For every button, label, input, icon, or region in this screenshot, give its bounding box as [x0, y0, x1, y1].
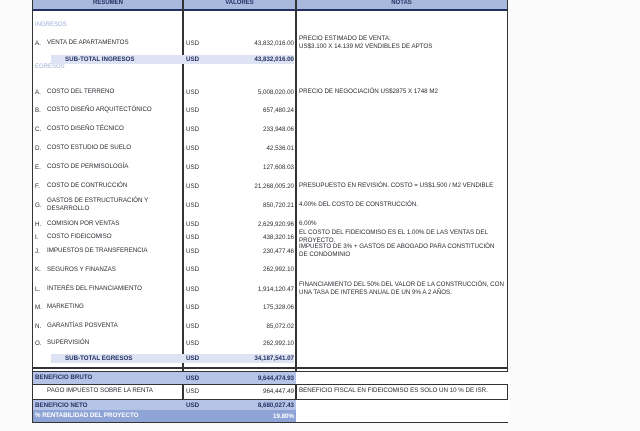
table-row [33, 196, 507, 214]
table-row [33, 299, 507, 315]
table-row [33, 140, 507, 156]
cell-note: PRECIO DE NEGOCIACIÓN US$2875 X 1748 M2 [299, 88, 438, 95]
cell-currency: USD [186, 303, 200, 311]
cell-label: SUB-TOTAL INGRESOS [65, 55, 135, 63]
cell-letter: N. [35, 322, 42, 330]
cell-value: 8,680,027.43 [257, 402, 294, 409]
cell-currency: USD [186, 56, 200, 63]
cell-letter [35, 354, 45, 363]
cell-letter [35, 55, 45, 64]
cell-note: 4.00% DEL COSTO DE CONSTRUCCIÓN. [299, 201, 418, 208]
cell-letter: B. [35, 106, 41, 114]
table-header [33, 0, 507, 11]
cell-letter: M. [35, 303, 42, 311]
cell-value: 127,608.03 [263, 163, 294, 171]
table-row [33, 84, 507, 100]
table-row [33, 410, 507, 422]
cell-label: PAGO IMPUESTO SOBRE LA RENTA [47, 387, 153, 394]
cell-note [299, 261, 504, 278]
cell-note: BENEFICIO FISCAL EN FIDEICOMISO ES SOLO UN 10 % DE ISR. [299, 387, 488, 394]
cell-value: 5,008,020.00 [257, 88, 294, 96]
cell-currency: USD [186, 39, 200, 47]
cell-currency [186, 410, 216, 422]
cell-label: COSTO DISEÑO ARQUITECTÓNICO [47, 106, 152, 113]
cell-letter: G. [35, 201, 42, 209]
cell-value: 850,720.21 [263, 201, 294, 209]
table-row [33, 318, 507, 334]
cell-label: COSTO ESTUDIO DE SUELO [47, 144, 132, 151]
cell-label: SUB-TOTAL EGRESOS [65, 354, 133, 362]
cell-currency: USD [186, 374, 200, 382]
table-row [33, 121, 507, 137]
cell-letter: C. [35, 125, 42, 133]
cell-note [299, 354, 504, 363]
table-row [33, 231, 507, 243]
cell-currency: USD [186, 247, 200, 255]
cell-label: % RENTABILIDAD DEL PROYECTO [35, 412, 139, 419]
cell-note [296, 410, 510, 422]
table-row [33, 159, 507, 175]
cell-label: SEGUROS Y FINANZAS [47, 265, 116, 273]
cell-value: 1,914,120.47 [257, 285, 294, 293]
table-row [33, 34, 507, 52]
cell-letter: F. [35, 182, 40, 190]
divider [33, 367, 507, 369]
cell-label: INTERÉS DEL FINANCIAMIENTO [47, 285, 142, 292]
cell-note [299, 121, 504, 137]
cell-label: COSTO DISEÑO TÉCNICO [47, 125, 124, 132]
cell-label: BENEFICIO NETO [35, 401, 88, 409]
cell-label: IMPUESTOS DE TRANSFERENCIA [47, 247, 148, 254]
cell-value: 42,536.01 [266, 144, 294, 152]
cell-currency: USD [186, 125, 200, 133]
cell-value: 230,477.46 [263, 247, 294, 255]
cell-value: 175,328.06 [263, 303, 294, 311]
cell-value: 19.80% [273, 412, 294, 420]
cell-note: IMPUESTO DE 3% + GASTOS DE ABOGADO PARA CONSTITUCIÓN DE CONDOMINIO [299, 243, 495, 258]
cell-value: 21,268,005.20 [254, 182, 294, 190]
cell-value: 233,948.06 [263, 125, 294, 133]
cell-currency: USD [186, 144, 200, 152]
cell-label: BENEFICIO BRUTO [35, 374, 93, 381]
cell-label: VENTA DE APARTAMENTOS [47, 39, 129, 46]
table-row [33, 178, 507, 194]
cell-label: COSTO DEL TERRENO [47, 88, 115, 95]
cell-note: 6.00% [299, 220, 317, 227]
cell-letter: A. [35, 88, 41, 96]
cell-letter: K. [35, 266, 41, 273]
cell-label: GARANTÍAS POSVENTA [47, 322, 118, 329]
cell-currency: USD [186, 339, 200, 347]
cell-value: 9,644,474.93 [257, 374, 294, 382]
header-notas: NOTAS [391, 0, 412, 6]
cell-note [299, 159, 504, 175]
cell-label: MARKETING [47, 303, 84, 310]
table-row [33, 244, 507, 258]
cell-currency: USD [186, 266, 200, 273]
table-row [33, 280, 507, 298]
cell-value: 262,992.10 [263, 339, 294, 347]
cell-label: COSTO FIDEICOMISO [47, 233, 112, 240]
summary-table [32, 0, 508, 423]
cell-value: 85,072.02 [266, 322, 294, 330]
cell-note [299, 335, 504, 351]
cell-letter: J. [35, 247, 40, 255]
cell-label: GASTOS DE ESTRUCTURACIÓN Y DESARROLLO [47, 197, 149, 212]
cell-currency: USD [186, 355, 200, 362]
cell-note [299, 55, 504, 64]
cell-note: PRESUPUESTO EN REVISIÓN. COSTO = US$1.500 / M2 VENDIBLE [299, 182, 494, 189]
cell-value: 2,629,920.96 [257, 220, 294, 228]
cell-note [299, 102, 504, 118]
cell-currency: USD [186, 402, 200, 409]
cell-value: 43,832,016.00 [254, 39, 294, 47]
cell-currency: USD [186, 201, 200, 209]
table-row [33, 102, 507, 118]
cell-note [299, 299, 504, 315]
cell-letter: L. [35, 285, 41, 293]
table-row [33, 55, 507, 64]
cell-letter: I. [35, 233, 39, 241]
cell-label: COMISION POR VENTAS [47, 220, 120, 227]
cell-letter: D. [35, 144, 42, 152]
cell-currency: USD [186, 88, 200, 96]
section-egresos: EGRESOS [35, 64, 65, 70]
cell-letter: A. [35, 39, 41, 47]
cell-note: FINANCIAMIENTO DEL 50% DEL VALOR DE LA CONSTRUCCIÓN, CON UNA TASA DE INTERES ANUAL DE UN 9% A 2 AÑOS. [299, 281, 504, 296]
cell-value: 43,832,016.00 [254, 56, 294, 63]
cell-label: COSTO DE PERMISOLOGÍA [47, 163, 129, 170]
table-row [33, 261, 507, 278]
cell-currency: USD [186, 285, 200, 293]
cell-letter: O. [35, 339, 42, 347]
cell-currency: USD [186, 182, 200, 190]
header-resumen: RESUMEN [92, 0, 123, 6]
cell-note: PRECIO ESTIMADO DE VENTA: US$3.100 X 14.139 M2 VENDIBLES DE APTOS [299, 35, 433, 50]
cell-note [299, 318, 504, 334]
cell-value: 34,187,541.07 [254, 355, 294, 362]
cell-value: 262,992.10 [263, 266, 294, 273]
cell-value: 438,320.16 [263, 233, 294, 241]
cell-value: 657,480.24 [263, 106, 294, 114]
cell-letter [35, 383, 45, 399]
cell-currency: USD [186, 220, 200, 228]
cell-currency: USD [186, 233, 200, 241]
cell-note [299, 140, 504, 156]
cell-currency: USD [186, 163, 200, 171]
cell-label: COSTO DE CONTRUCCIÓN [47, 182, 128, 189]
section-ingresos: INGRESOS [35, 22, 67, 28]
cell-label: SUPERVISIÓN [47, 339, 90, 346]
table-row [33, 354, 507, 363]
cell-currency: USD [186, 322, 200, 330]
table-row [33, 335, 507, 351]
table-row [33, 383, 507, 399]
cell-currency: USD [186, 106, 200, 114]
cell-letter: H. [35, 220, 42, 228]
header-valores: VALORES [225, 0, 254, 6]
cell-note: EL COSTO DEL FIDEICOMISO ES EL 1.00% DE LAS VENTAS DEL PROYECTO. [299, 229, 488, 244]
cell-letter: E. [35, 163, 41, 171]
cell-value: 964,447.49 [263, 387, 294, 395]
cell-currency: USD [186, 387, 200, 395]
